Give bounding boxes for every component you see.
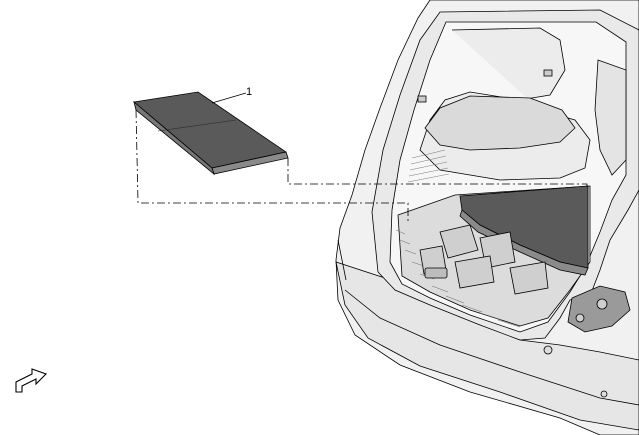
tail-lamp-bulb-2 xyxy=(576,314,584,322)
trim-clip-2 xyxy=(418,96,426,102)
front-direction-arrow-icon xyxy=(16,369,46,392)
trim-clip xyxy=(544,70,552,76)
reflector xyxy=(601,391,607,397)
vehicle-rear xyxy=(336,0,639,435)
callout-number-1: 1 xyxy=(246,86,253,98)
bumper-sensor xyxy=(544,346,552,354)
callout-leader-line xyxy=(212,93,246,103)
tailgate-latch xyxy=(425,268,447,278)
tail-lamp-bulb xyxy=(597,299,607,309)
deck-board-removed xyxy=(134,92,288,174)
